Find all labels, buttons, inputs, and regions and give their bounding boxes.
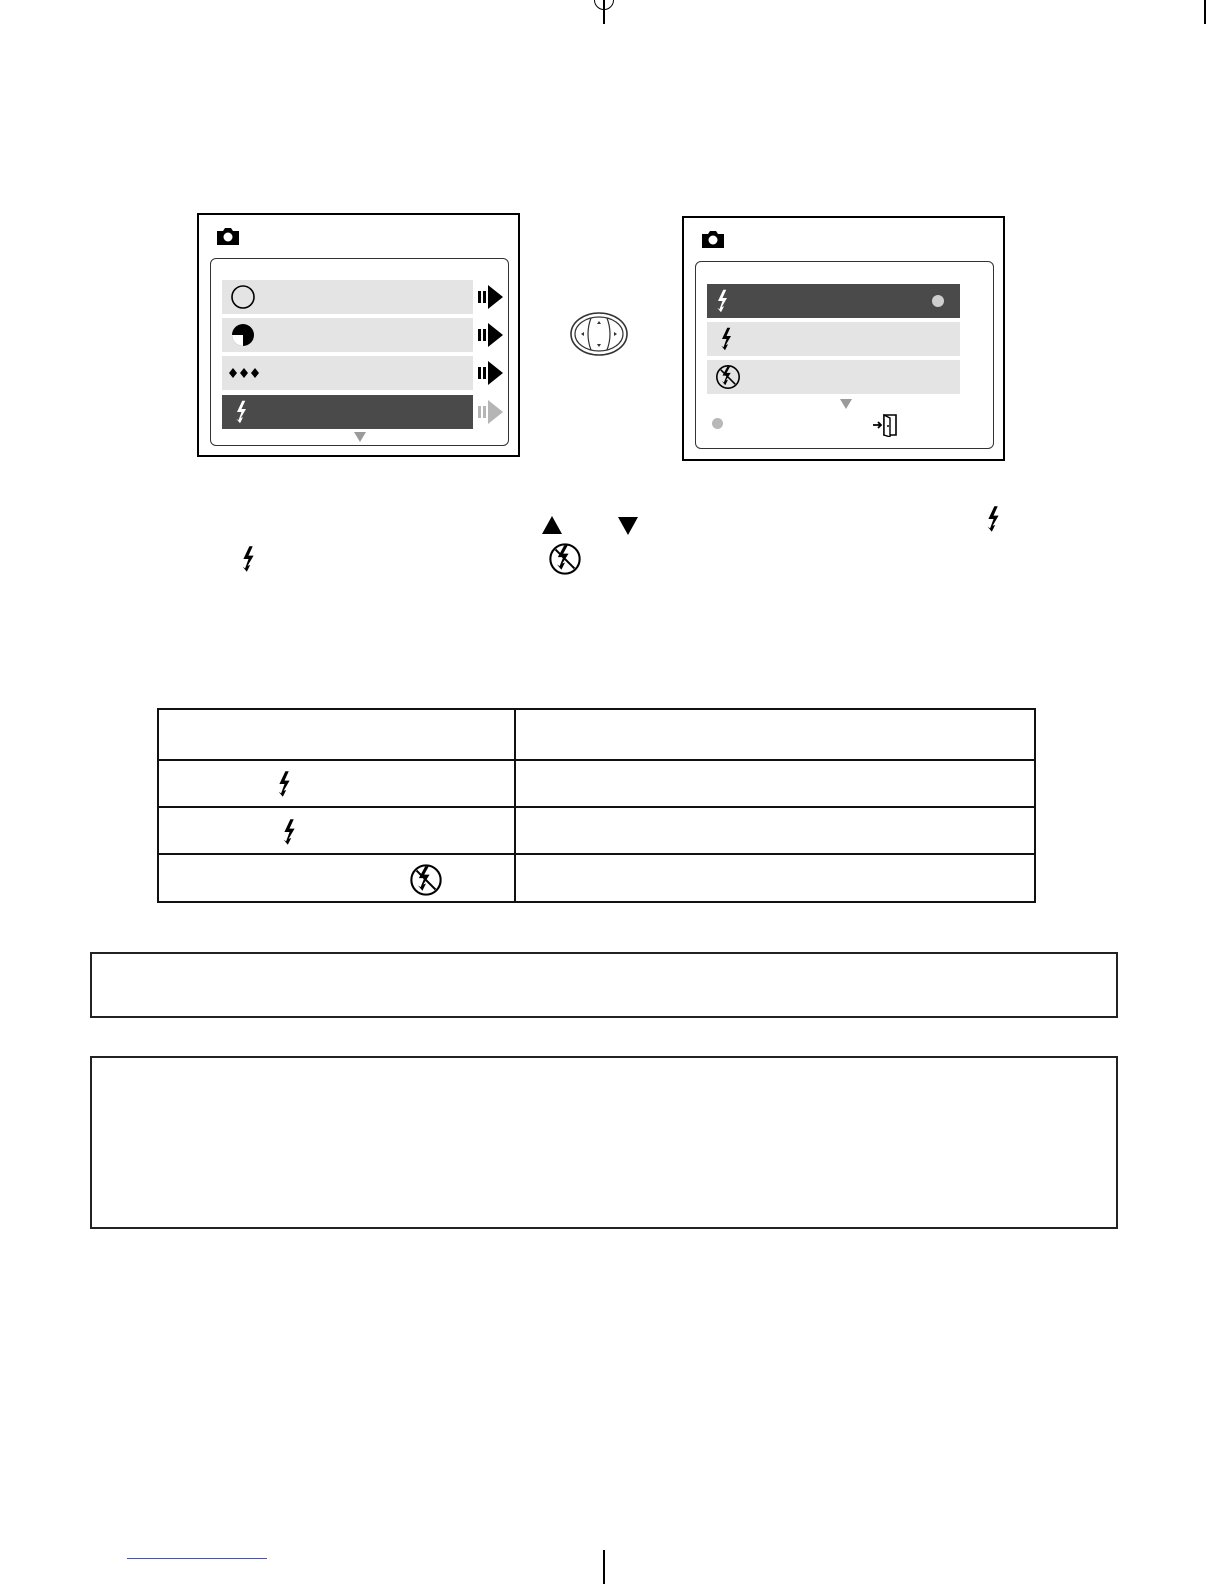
submenu-arrow-icon[interactable]: [477, 399, 505, 425]
table-row: [158, 760, 1035, 807]
table-header-cell-description: [515, 709, 1035, 760]
flash-off-icon: [715, 364, 741, 390]
table-cell-mode: [158, 807, 515, 854]
caution-box: [90, 1056, 1118, 1229]
menu-panel: [210, 258, 509, 446]
table-cell-description: [515, 854, 1035, 902]
note-box: [90, 952, 1118, 1018]
table-header-cell-mode: [158, 709, 515, 760]
half-circle-icon: [230, 322, 256, 348]
flash-auto-icon: [715, 289, 730, 313]
submenu-arrow-icon[interactable]: [477, 322, 505, 348]
camera-icon: [700, 229, 726, 249]
submenu-arrow-icon[interactable]: [477, 360, 505, 386]
flash-option-auto[interactable]: [707, 284, 960, 318]
menu-screen-right: [682, 216, 1005, 461]
flash-options-panel: [695, 261, 994, 449]
table-cell-mode: [158, 760, 515, 807]
up-triangle-icon: [542, 516, 562, 534]
menu-item-flash[interactable]: [222, 395, 473, 429]
footer-link-underline[interactable]: [127, 1558, 267, 1559]
down-triangle-icon: [618, 517, 638, 535]
crop-mark-right: [1204, 0, 1206, 24]
table-row: [158, 854, 1035, 902]
table-header-row: [158, 709, 1035, 760]
flash-icon: [276, 769, 293, 799]
scroll-down-icon[interactable]: [840, 399, 852, 409]
table-cell-description: [515, 807, 1035, 854]
flash-icon: [985, 504, 1002, 534]
dot-icon: [932, 295, 944, 307]
flash-icon: [240, 544, 257, 574]
dot-icon: [712, 418, 723, 429]
flash-icon: [234, 400, 249, 424]
exit-icon[interactable]: [872, 413, 900, 437]
four-way-navigator-icon[interactable]: [569, 311, 629, 357]
flash-on-icon: [719, 327, 734, 351]
crop-mark-bottom: [603, 1550, 605, 1584]
crop-mark-top-circle: [594, 0, 614, 10]
three-diamonds-icon: [228, 367, 260, 379]
table-cell-mode: [158, 854, 515, 902]
table-row: [158, 807, 1035, 854]
flash-icon: [281, 817, 298, 847]
scroll-down-icon[interactable]: [354, 432, 366, 442]
flash-option-on[interactable]: [707, 322, 960, 356]
menu-item-3[interactable]: [222, 356, 473, 390]
circle-outline-icon: [230, 284, 256, 310]
table-cell-description: [515, 760, 1035, 807]
flash-off-icon: [409, 863, 443, 897]
menu-item-2[interactable]: [222, 318, 473, 352]
menu-item-1[interactable]: [222, 280, 473, 314]
flash-off-icon: [548, 542, 582, 576]
menu-screen-left: [197, 213, 520, 457]
submenu-arrow-icon[interactable]: [477, 284, 505, 310]
camera-icon: [215, 226, 241, 246]
flash-mode-table: [157, 708, 1036, 903]
flash-option-off[interactable]: [707, 360, 960, 394]
